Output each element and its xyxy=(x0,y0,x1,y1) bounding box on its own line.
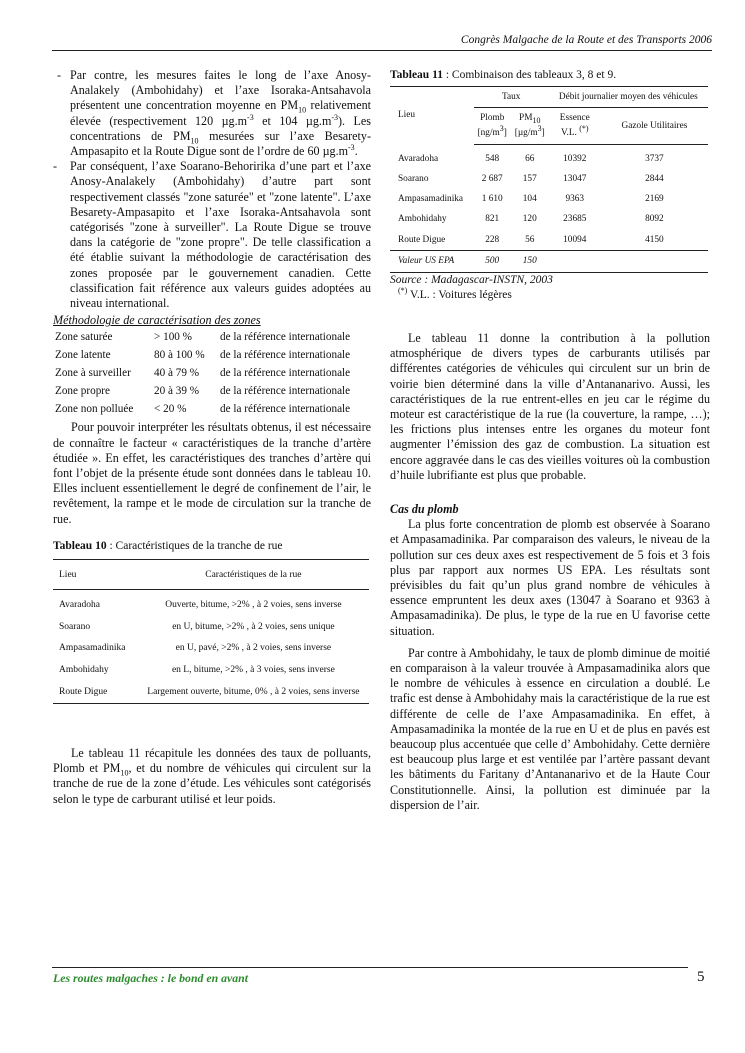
table10-header-lieu: Lieu xyxy=(53,560,132,590)
zone-row xyxy=(53,366,371,384)
methodology-title: Méthodologie de caractérisation des zones xyxy=(53,313,261,328)
zone-name: Zone non polluée xyxy=(55,403,134,416)
table11-lieu: Ambohidahy xyxy=(398,214,447,225)
bullet-pm10 xyxy=(53,68,371,159)
zone-row xyxy=(53,384,371,402)
bullet-dash: - xyxy=(57,68,62,82)
table11-gazole: 2169 xyxy=(645,194,664,205)
bullet-pm10-text: Par contre, les mesures faites le long de l’axe Anosy-Analakely (Ambohidahy) et l’axe Isoraka-Antsahavola présentent une concentration moyenne en $PM_{10}$ relativement élevée (respectivement 120 $\mu g.m^{-3}$ et 104 $\mu g.m^{-3}$). Les concentrations de $PM_{10}$ mesurées sur l’axe Besarety-Ampasapito et la Route Digue sont de l’ordre de 60 $\mu g.m^{-3}$. xyxy=(70,68,371,159)
bullet-classification xyxy=(53,159,371,311)
table11-plomb: 2 687 xyxy=(481,174,503,185)
table10-lieu: Ampasamadinika xyxy=(59,643,126,654)
paragraph-tranche: Pour pouvoir interpréter les résultats obtenus, il est nécessaire de connaître le facteur « caractéristiques de la tranche d’artère étudiée ». En effet, les caractéristiques des tranches d’artère qui font l’objet de la présente étude sont données dans le tableau 10. Elles incluent essentiellement le degré de confinement de l’air, le revêtement, la rampe et le mode de circulation sur la tranche de rue. xyxy=(53,420,371,526)
table11-essence: 9363 xyxy=(565,194,585,205)
table10-caracteristiques: en U, bitume, >2% , à 2 voies, sens unique xyxy=(172,621,335,632)
zone-range: 80 à 100 % xyxy=(154,349,205,362)
running-header: Congrès Malgache de la Route et des Transports 2006 xyxy=(460,34,712,46)
zone-reference: de la référence internationale xyxy=(220,385,351,398)
table11-gazole: 4150 xyxy=(645,234,664,245)
zones-table xyxy=(53,330,371,420)
table10-caracteristiques: en L, bitume, >2% , à 3 voies, sens inverse xyxy=(171,665,335,676)
zone-name: Zone saturée xyxy=(55,331,113,344)
table11-source: Source : Madagascar-INSTN, 2003 xyxy=(390,273,553,286)
paragraph-plomb-2: Par contre à Ambohidahy, le taux de plomb diminue de moitié en comparaison à la valeur trouvée à Ampasamadinika alors que le nombre de véhicules à essence en circulation a doublé. Le trafic est dense à Ambohidahy mais la caractéristique de la rue est différente de celle de l’axe Ampasamadinika. En effet, à Ampasamadinika la montée de la rue en U et de plus en pavés est beaucoup plus accentuée que celle d’ Ambohidahy. Cette dernière est beaucoup plus large et est ventilée par l’artère passant devant les bâtiments du Faritany d’Antananarivo et de la Haute Cour Constitutionnelle. Ainsi, la pollution est diminuée par la dispersion de l’air. xyxy=(390,645,710,812)
table11-essence: 13047 xyxy=(563,174,587,185)
zone-name: Zone à surveiller xyxy=(55,367,131,380)
table11-gazole: 2844 xyxy=(645,174,664,185)
table11-row xyxy=(390,144,708,169)
table11-pm10: 66 xyxy=(525,153,535,164)
zone-reference: de la référence internationale xyxy=(220,367,351,380)
table11-row xyxy=(390,190,708,210)
table11-header-debit: Débit journalier moyen des véhicules xyxy=(549,87,708,108)
table10-row xyxy=(53,617,369,639)
table11-essence: 23685 xyxy=(563,214,587,225)
table11-row xyxy=(390,170,708,190)
table10-caracteristiques: Largement ouverte, bitume, 0% , à 2 voies, sens inverse xyxy=(147,686,360,697)
paragraph-tableau11: Le tableau 11 récapitule les données des taux de polluants, Plomb et $PM_{10}$, et du nombre de véhicules qui circulent sur la tranche de rue de la zone d’étude. Les véhicules sont catégorisés selon le type de carburant utilisé et leur poids. xyxy=(53,745,372,806)
table11-header-plomb: Plomb $[ng/m^3]$ xyxy=(474,108,511,144)
table11-header-lieu: Lieu xyxy=(398,110,416,121)
zone-reference: de la référence internationale xyxy=(220,331,351,344)
table11-plomb: 821 xyxy=(485,214,500,225)
zone-row xyxy=(53,330,371,348)
table11-plomb: 1 610 xyxy=(481,194,503,205)
table11-row xyxy=(390,210,708,230)
bullet-dash: - xyxy=(53,159,58,174)
table11-pm10: 104 xyxy=(522,194,537,205)
zone-range: < 20 % xyxy=(154,403,187,416)
table10-lieu: Ambohidahy xyxy=(59,665,109,676)
zone-reference: de la référence internationale xyxy=(220,349,351,362)
table11-plomb: 228 xyxy=(485,234,500,245)
zone-range: 20 à 39 % xyxy=(154,385,200,398)
bullet-classification-text: Par conséquent, l’axe Soarano-Behoririka d’une part et l’axe Anosy-Analakely (Ambohidahy) d’autre part sont respectivement classés "zone saturée" et "zone latente". L’axe Besarety-Ampasapito et l’axe Isoraka-Antsahavola sont catégorisés "zone à surveiller". La Route Digue se trouve dans la catégorie de "zone propre". De telle classification a été établie suivant la méthodologie de caractérisation des zones proposée par le gouvernement canadien. Cette classification fait référence aux valeurs guides adoptées au niveau international. xyxy=(70,159,371,311)
zone-row xyxy=(53,348,371,366)
table11-ref-row: Valeur US EPA 500 150 xyxy=(390,251,708,272)
table10-lieu: Soarano xyxy=(59,621,91,632)
table11-essence: 10094 xyxy=(563,234,587,245)
table10-row xyxy=(53,660,369,682)
section-title-plomb: Cas du plomb xyxy=(390,501,459,516)
zone-name: Zone propre xyxy=(55,385,110,398)
table10-caracteristiques: Ouverte, bitume, >2% , à 2 voies, sens inverse xyxy=(165,600,342,611)
table11-header-taux: Taux xyxy=(474,87,549,108)
table11-pm10: 157 xyxy=(522,174,537,185)
table11-plomb: 548 xyxy=(485,153,500,164)
table10-caption: Tableau 10 : Caractéristiques de la tranche de rue xyxy=(53,539,283,552)
paragraph-contribution: Le tableau 11 donne la contribution à la pollution atmosphérique de divers types de carburants utilisés par différentes catégories de véhicules qui circulent sur un brin de voirie bien déterminé dans la ville d’Antananarivo. Aussi, les caractéristiques de la rue entrent-elles en jeu car le régime du moteur est caractéristique de la rue (la couverture, la rampe, …); les frictions plus intenses entre les organes du moteur font augmenter l’émission des gaz de combustion. La situation est encore aggravée dans le cas des vieilles voitures où la combustion d’huile lubrifiante est plus que probable. xyxy=(390,330,710,482)
table11-essence: 10392 xyxy=(563,153,587,164)
table11-lieu: Soarano xyxy=(398,174,429,185)
left-column xyxy=(53,68,371,807)
zone-range: 40 à 79 % xyxy=(154,367,200,380)
table11-pm10: 120 xyxy=(522,214,537,225)
table10-caracteristiques: en U, pavé, >2% , à 2 voies, sens inverse xyxy=(175,643,332,654)
table10-lieu: Route Digue xyxy=(59,686,108,697)
table11-header-essence: Essence V.L. (*) xyxy=(549,108,601,144)
table11-lieu: Route Digue xyxy=(398,234,446,245)
table11-header-gazole: Gazole Utilitaires xyxy=(601,108,708,144)
table10-header-caracteristiques: Caractéristiques de la rue xyxy=(132,560,369,590)
table10-row xyxy=(53,590,369,617)
footer-rule xyxy=(52,967,688,968)
zone-row xyxy=(53,402,371,420)
table11-row xyxy=(390,230,708,251)
zone-reference: de la référence internationale xyxy=(220,403,351,416)
footer-title: Les routes malgaches : le bond en avant xyxy=(53,971,248,985)
table10-lieu: Avaradoha xyxy=(59,600,100,611)
table11-header-pm10: $PM_{10}$ $[\mu g/m^3]$ xyxy=(511,108,549,144)
header-rule xyxy=(52,50,712,51)
table11 xyxy=(390,86,708,272)
table11-caption: Tableau 11 : Combinaison des tableaux 3, 8 et 9. xyxy=(390,69,617,81)
table10-row xyxy=(53,681,369,703)
table11-lieu: Avaradoha xyxy=(398,153,439,164)
table11-lieu: Ampasamadinika xyxy=(398,194,464,205)
table11-gazole: 8092 xyxy=(645,214,664,225)
paragraph-plomb-1: La plus forte concentration de plomb est observée à Soarano et Ampasamadinika. Par comparaison des valeurs, le niveau de la pollution sur ces deux axes est respectivement de 5 fois et 3 fois plus par rapport aux normes US EPA. Les résultats sont prévisibles du fait qu’un plus grand nombre de véhicules à essence empruntent les deux axes (13047 à Soarano et 9363 à Ampasamadinika). De plus, le type de la rue en U favorise cette situation. xyxy=(390,517,710,638)
right-column xyxy=(390,68,710,813)
table10 xyxy=(53,559,369,704)
table11-gazole: 3737 xyxy=(645,153,664,164)
zone-range: > 100 % xyxy=(154,331,193,344)
table10-row xyxy=(53,638,369,660)
table11-pm10: 56 xyxy=(525,234,535,245)
zone-name: Zone latente xyxy=(55,349,111,362)
table11-note: (*) V.L. : Voitures légères xyxy=(398,285,512,301)
page-number: 5 xyxy=(697,969,705,985)
